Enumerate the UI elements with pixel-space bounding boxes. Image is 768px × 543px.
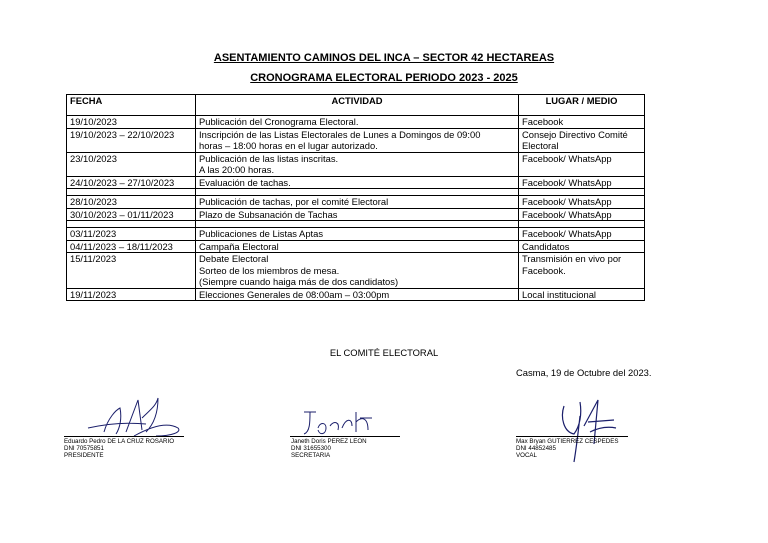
column-header-actividad: ACTIVIDAD: [196, 95, 519, 116]
lugar-line: Consejo Directivo Comité: [522, 128, 628, 140]
table-row: [67, 228, 645, 241]
signer-name: Janeth Doris PEREZ LEON: [291, 438, 367, 445]
table-row: [67, 196, 645, 209]
signer-name: Eduardo Pedro DE LA CRUZ ROSARIO: [64, 438, 175, 445]
actividad-line: Sorteo de los miembros de mesa.: [199, 264, 340, 276]
table-row: [67, 128, 645, 152]
cell-actividad: [196, 128, 519, 152]
cell-lugar: [519, 288, 645, 301]
cell-actividad: [196, 208, 519, 221]
lugar-line: Facebook/ WhatsApp: [522, 176, 612, 188]
cell-actividad: [196, 176, 519, 189]
actividad-line: Evaluación de tachas.: [199, 176, 291, 188]
row-spacer: [67, 221, 645, 228]
signer-role: SECRETARIA: [291, 452, 331, 459]
spacer-cell: [67, 189, 196, 196]
cell-fecha: 04/11/2023 – 18/11/2023: [67, 240, 196, 253]
schedule-body: [67, 116, 645, 301]
signature-line-president: [64, 436, 184, 437]
actividad-line: Inscripción de las Listas Electorales de Lunes a Domingos de 09:00: [199, 128, 481, 140]
cell-lugar: [519, 176, 645, 189]
cell-actividad: [196, 116, 519, 129]
cell-fecha: 23/10/2023: [67, 152, 196, 176]
signer-name: Max Bryan GUTIERREZ CESPEDES: [516, 438, 619, 445]
lugar-line: Facebook.: [522, 264, 566, 276]
cell-actividad: [196, 253, 519, 289]
cell-actividad: [196, 152, 519, 176]
signature-block-secretary: [291, 438, 367, 459]
column-header-lugar: LUGAR / MEDIO: [519, 95, 645, 116]
actividad-line: Debate Electoral: [199, 253, 269, 264]
lugar-line: Candidatos: [522, 240, 570, 252]
signature-block-president: [64, 438, 174, 459]
signer-role: PRESIDENTE: [64, 452, 104, 459]
actividad-line: Publicación de las listas inscritas.: [199, 152, 339, 164]
cell-fecha: 24/10/2023 – 27/10/2023: [67, 176, 196, 189]
table-header-row: [67, 95, 645, 116]
signature-line-vocal: [516, 436, 628, 437]
lugar-line: Electoral: [522, 140, 559, 151]
cell-fecha: 19/11/2023: [67, 288, 196, 301]
spacer-cell: [196, 189, 519, 196]
cell-lugar: [519, 208, 645, 221]
cell-lugar: [519, 152, 645, 176]
actividad-line: Publicaciones de Listas Aptas: [199, 228, 324, 239]
row-spacer: [67, 189, 645, 196]
lugar-line: Facebook/ WhatsApp: [522, 152, 612, 164]
cell-actividad: [196, 196, 519, 209]
cell-lugar: [519, 228, 645, 241]
table-row: [67, 208, 645, 221]
lugar-line: Transmisión en vivo por: [522, 253, 622, 264]
table-row: [67, 240, 645, 253]
table-row: [67, 176, 645, 189]
cell-fecha: 19/10/2023: [67, 116, 196, 129]
cell-fecha: 28/10/2023: [67, 196, 196, 209]
actividad-line: Publicación del Cronograma Electoral.: [199, 116, 359, 127]
cell-lugar: [519, 128, 645, 152]
document-subtitle: CRONOGRAMA ELECTORAL PERIODO 2023 - 2025: [250, 72, 518, 84]
cell-actividad: [196, 288, 519, 301]
lugar-line: Facebook: [522, 116, 564, 127]
spacer-cell: [519, 189, 645, 196]
lugar-line: Facebook/ WhatsApp: [522, 208, 612, 220]
spacer-cell: [519, 221, 645, 228]
actividad-line: (Siempre cuando haiga más de dos candidatos): [199, 276, 399, 287]
spacer-cell: [196, 221, 519, 228]
signer-role: VOCAL: [516, 452, 537, 459]
lugar-line: Facebook/ WhatsApp: [522, 196, 612, 207]
lugar-line: Facebook/ WhatsApp: [522, 228, 612, 239]
table-row: [67, 288, 645, 301]
cell-lugar: [519, 253, 645, 289]
lugar-line: Local institucional: [522, 288, 597, 300]
cell-lugar: [519, 196, 645, 209]
cell-fecha: 15/11/2023: [67, 253, 196, 289]
spacer-cell: [67, 221, 196, 228]
document-title: ASENTAMIENTO CAMINOS DEL INCA – SECTOR 42 HECTAREAS: [213, 52, 555, 64]
signer-dni: DNI 70575851: [64, 445, 104, 452]
cell-fecha: 03/11/2023: [67, 228, 196, 241]
signature-line-secretary: [290, 436, 400, 437]
actividad-line: Campaña Electoral: [199, 240, 279, 252]
table-row: [67, 152, 645, 176]
column-header-fecha: FECHA: [67, 95, 196, 116]
cell-lugar: [519, 240, 645, 253]
actividad-line: horas – 18:00 horas en el lugar autorizado.: [199, 140, 378, 151]
cell-fecha: 19/10/2023 – 22/10/2023: [67, 128, 196, 152]
actividad-line: Elecciones Generales de 08:00am – 03:00pm: [199, 288, 390, 300]
signature-block-vocal: [516, 438, 618, 459]
cell-actividad: [196, 228, 519, 241]
signature-scrawl-president: [86, 388, 186, 440]
actividad-line: A las 20:00 horas.: [199, 164, 275, 175]
signer-dni: DNI 44852485: [516, 445, 556, 452]
actividad-line: Plazo de Subsanación de Tachas: [199, 208, 338, 220]
table-row: [67, 116, 645, 129]
place-date: Casma, 19 de Octubre del 2023.: [516, 367, 652, 378]
signer-dni: DNI 31655300: [291, 445, 331, 452]
committee-label: EL COMITÉ ELECTORAL: [329, 347, 439, 358]
schedule-table: [66, 94, 645, 301]
cell-fecha: 30/10/2023 – 01/11/2023: [67, 208, 196, 221]
table-row: [67, 253, 645, 289]
cell-actividad: [196, 240, 519, 253]
actividad-line: Publicación de tachas, por el comité Electoral: [199, 196, 389, 207]
cell-lugar: [519, 116, 645, 129]
